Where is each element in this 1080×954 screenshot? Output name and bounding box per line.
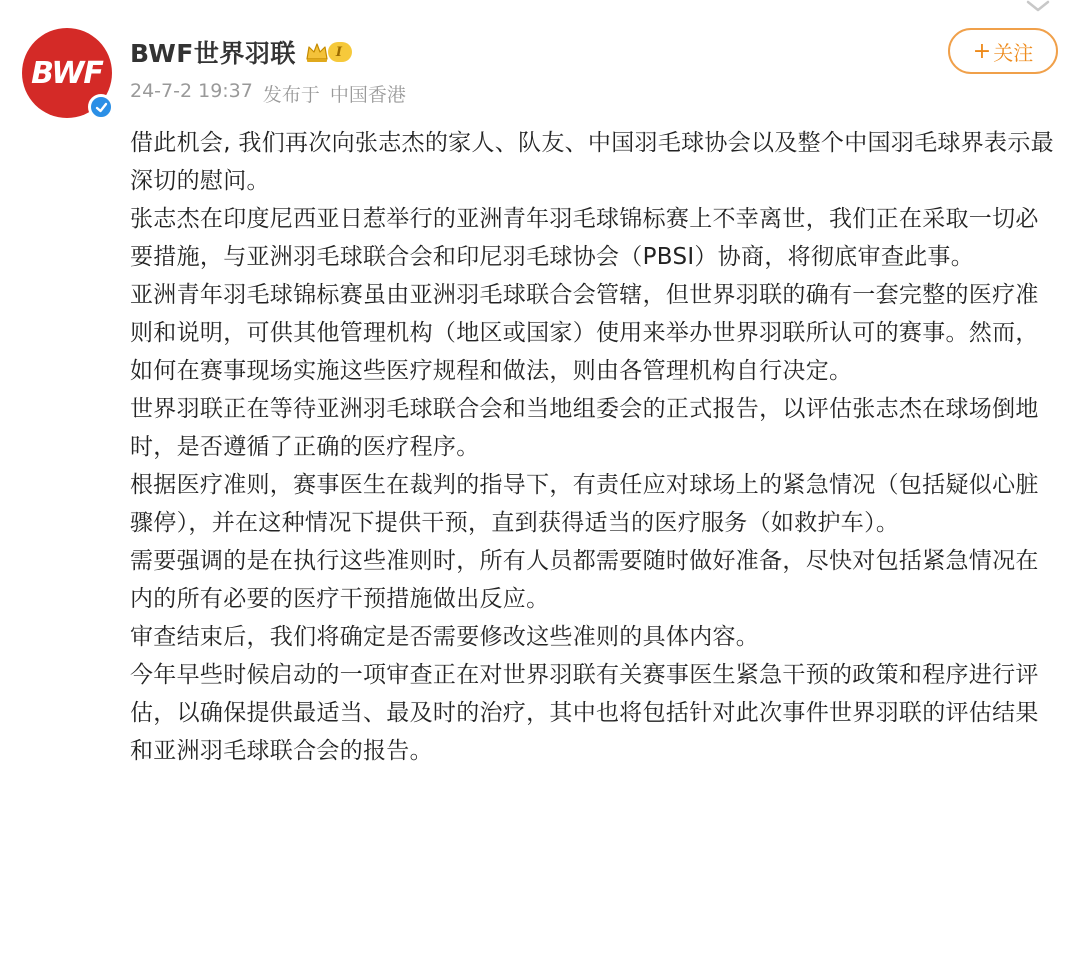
name-row <box>130 34 406 70</box>
post-location: 中国香港 <box>329 84 406 106</box>
paragraph-7: 审查结束后，我们将确定是否需要修改这些准则的具体内容。 <box>130 624 760 650</box>
paragraph-6: 需要强调的是在执行这些准则时，所有人员都需要随时做好准备，尽快对包括紧急情况在内的所有必要的医疗干预措施做出反应。 <box>130 548 1039 612</box>
paragraph-3: 亚洲青年羽毛球锦标赛虽由亚洲羽毛球联合会管辖，但世界羽联的确有一套完整的医疗准则和说明，可供其他管理机构（地区或国家）使用来举办世界羽联所认可的赛事。然而，如何在赛事现场实施这些医疗规程和做法，则由各管理机构自行决定。 <box>130 282 1039 384</box>
paragraph-8: 今年早些时候启动的一项审查正在对世界羽联有关赛事医生紧急干预的政策和程序进行评估，以确保提供最适当、最及时的治疗，其中也将包括针对此次事件世界羽联的评估结果和亚洲羽毛球联合会的报告。 <box>130 662 1039 764</box>
chevron-down-icon <box>1025 0 1051 14</box>
level-badge[interactable] <box>304 39 352 65</box>
verified-badge <box>88 94 114 120</box>
paragraph-1: 借此机会, 我们再次向张志杰的家人、队友、中国羽毛球协会以及整个中国羽毛球界表示最深切的慰问。 <box>130 130 1054 194</box>
follow-button[interactable] <box>948 28 1058 74</box>
post-meta <box>130 80 406 107</box>
user-info <box>130 34 406 107</box>
post-header <box>22 28 1058 118</box>
plus-icon: + <box>972 38 992 64</box>
paragraph-5: 根据医疗准则，赛事医生在裁判的指导下，有责任应对球场上的紧急情况（包括疑似心脏骤停），并在这种情况下提供干预，直到获得适当的医疗服务（如救护车）。 <box>130 472 1039 536</box>
crown-icon <box>304 39 330 65</box>
avatar[interactable] <box>22 28 112 118</box>
more-options-button[interactable] <box>1018 0 1058 18</box>
username[interactable]: BWF世界羽联 <box>130 39 296 68</box>
post-timestamp: 24-7-2 19:37 <box>130 80 253 102</box>
location-prefix: 发布于 <box>262 84 320 106</box>
follow-label: 关注 <box>993 40 1034 65</box>
paragraph-4: 世界羽联正在等待亚洲羽毛球联合会和当地组委会的正式报告，以评估张志杰在球场倒地时，是否遵循了正确的医疗程序。 <box>130 396 1039 460</box>
post-content <box>130 124 1060 770</box>
level-label: I <box>328 42 352 62</box>
paragraph-2: 张志杰在印度尼西亚日惹举行的亚洲青年羽毛球锦标赛上不幸离世，我们正在采取一切必要措施，与亚洲羽毛球联合会和印尼羽毛球协会（PBSI）协商，将彻底审查此事。 <box>130 206 1039 270</box>
bwf-logo: BWF <box>31 55 103 91</box>
check-icon <box>95 101 108 114</box>
